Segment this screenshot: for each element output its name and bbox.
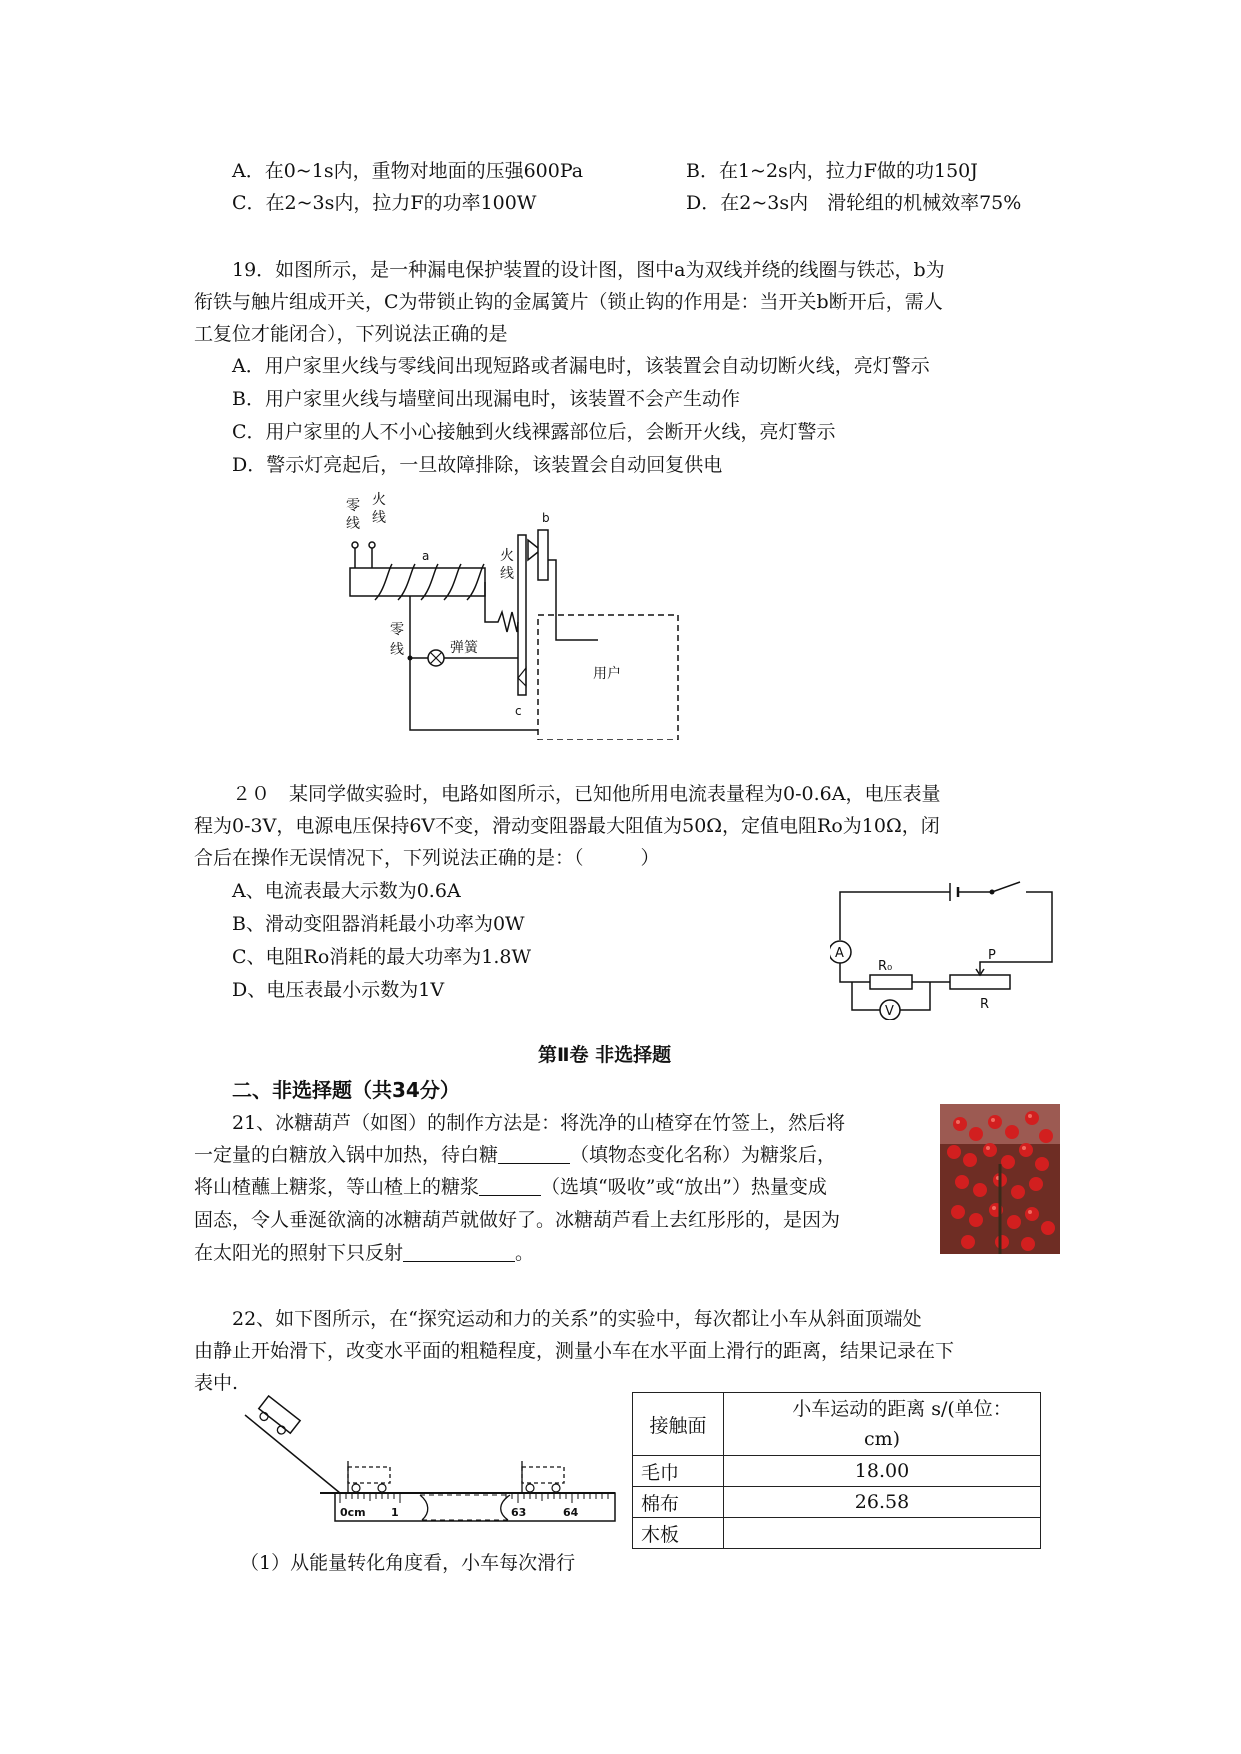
table-header-row: [633, 1393, 1041, 1456]
row-distance-towel: 18.00: [724, 1456, 1041, 1487]
spring-plate: [518, 535, 526, 695]
row-surface-wood: 木板: [633, 1518, 724, 1549]
fire-line-top-label-1: 火: [372, 492, 386, 508]
incline-slope: [245, 1415, 340, 1493]
cart-stop-outline: [522, 1467, 564, 1483]
spring-plate-label-c: c: [515, 704, 522, 718]
q18-option-a: A．在0~1s内，重物对地面的压强600Pa: [232, 160, 584, 182]
fire-line-top-label-2: 线: [372, 510, 386, 526]
leakage-protector-diagram: [330, 490, 730, 740]
q19-option-a: A．用户家里火线与零线间出现短路或者漏电时，该装置会自动切断火线，亮灯警示: [232, 355, 930, 377]
q18-option-d: D．在2~3s内 滑轮组的机械效率75%: [686, 192, 1022, 214]
fire-line-side-label-2: 线: [500, 566, 514, 582]
q21-blank-3: [403, 1243, 515, 1262]
ruler-label-64: 64: [563, 1506, 579, 1519]
volume2-title: 第Ⅱ卷 非选择题: [538, 1044, 672, 1066]
iron-core: [350, 568, 485, 596]
q19-stem-line3: 工复位才能闭合），下列说法正确的是: [194, 323, 508, 345]
row-distance-wood: [724, 1518, 1041, 1549]
spring-label: 弹簧: [450, 640, 478, 656]
q20-stem-line1: ２０ 某同学做实验时，电路如图所示，已知他所用电流表量程为0-0.6A，电压表量: [232, 783, 941, 805]
coil-winding: [375, 564, 484, 600]
q20-option-d: D、电压表最小示数为1V: [232, 979, 445, 1001]
zero-line-top-label-2: 线: [346, 516, 360, 532]
q19-option-c: C．用户家里的人不小心接触到火线裸露部位后，会断开火线，亮灯警示: [232, 421, 836, 443]
table-row: [633, 1487, 1041, 1518]
q18-option-c: C．在2~3s内，拉力F的功率100W: [232, 192, 537, 214]
row-distance-cotton: 26.58: [724, 1487, 1041, 1518]
section2-title: 二、非选择题（共34分）: [232, 1078, 460, 1102]
header-distance: 小车运动的距离 s/(单位： cm): [724, 1393, 1041, 1456]
q21-blank-1: [498, 1145, 570, 1164]
q21-line4: 固态，令人垂涎欲滴的冰糖葫芦就做好了。冰糖葫芦看上去红彤彤的，是因为: [194, 1209, 841, 1231]
q20-option-a: A、电流表最大示数为0.6A: [232, 880, 461, 902]
user-label: 用户: [593, 666, 621, 682]
q20-stem-line3: 合后在操作无误情况下，下列说法正确的是：（ ）: [194, 847, 660, 869]
q19-stem-line2: 衔铁与触片组成开关，C为带锁止钩的金属簧片（锁止钩的作用是：当开关b断开后，需人: [194, 291, 943, 313]
resistor-r0-label: R₀: [878, 959, 893, 974]
zero-line-side-label-2: 线: [390, 642, 404, 658]
coil-label-a: a: [422, 549, 430, 563]
zero-line-top-label-1: 零: [346, 498, 360, 514]
q21-blank-2: [479, 1177, 541, 1196]
cart-on-incline: [254, 1396, 300, 1439]
incline-ruler-diagram: [240, 1395, 620, 1535]
row-surface-cotton: 棉布: [633, 1487, 724, 1518]
cart-start-outline: [348, 1467, 390, 1483]
spring: [485, 582, 518, 632]
ruler-label-63: 63: [511, 1506, 527, 1519]
rheostat: [950, 975, 1010, 989]
ruler-label-0cm: 0cm: [340, 1506, 366, 1519]
q20-option-b: B、滑动变阻器消耗最小功率为0W: [232, 913, 525, 935]
q18-option-b: B．在1~2s内，拉力F做的功150J: [686, 160, 978, 182]
q21-line1: 21、冰糖葫芦（如图）的制作方法是：将洗净的山楂穿在竹签上，然后将: [232, 1112, 846, 1134]
q20-option-c: C、电阻Ro消耗的最大功率为1.8W: [232, 946, 532, 968]
switch-label-b: b: [542, 511, 550, 525]
q22-stem-line3: 表中.: [194, 1372, 239, 1394]
armature-b: [538, 530, 548, 580]
ammeter-label: A: [835, 946, 844, 961]
resistor-r0: [870, 975, 912, 989]
table-row: [633, 1518, 1041, 1549]
q21-line2: 一定量的白糖放入锅中加热，待白糖 （填物态变化名称）为糖浆后，: [194, 1144, 837, 1166]
q20-stem-line2: 程为0-3V，电源电压保持6V不变，滑动变阻器最大阻值为50Ω，定值电阻Ro为10Ω，闭: [194, 815, 940, 837]
circuit-diagram: [830, 880, 1060, 1020]
q19-stem-line1: 19．如图所示，是一种漏电保护装置的设计图，图中a为双线并绕的线圈与铁芯，b为: [232, 259, 945, 281]
q22-stem-line1: 22、如下图所示，在“探究运动和力的关系”的实验中，每次都让小车从斜面顶端处: [232, 1308, 922, 1330]
tanghulu-photo: [940, 1104, 1060, 1254]
switch: [992, 882, 1020, 892]
slider-label: P: [988, 948, 996, 963]
results-table: [632, 1392, 1041, 1549]
q22-sub1: （1）从能量转化角度看，小车每次滑行: [240, 1552, 576, 1574]
q22-stem-line2: 由静止开始滑下，改变水平面的粗糙程度，测量小车在水平面上滑行的距离，结果记录在下: [194, 1340, 955, 1362]
ruler-label-1: 1: [391, 1506, 399, 1519]
q19-option-d: D．警示灯亮起后，一旦故障排除，该装置会自动回复供电: [232, 454, 723, 476]
q21-line5: 在太阳光的照射下只反射 。: [194, 1242, 535, 1264]
fire-line-side-label-1: 火: [500, 548, 514, 564]
q19-option-b: B．用户家里火线与墙壁间出现漏电时，该装置不会产生动作: [232, 388, 740, 410]
header-surface: 接触面: [633, 1393, 724, 1456]
voltmeter-label: V: [885, 1004, 894, 1019]
row-surface-towel: 毛巾: [633, 1456, 724, 1487]
zero-line-side-label-1: 零: [390, 622, 404, 638]
q21-line3: 将山楂蘸上糖浆，等山楂上的糖浆 （选填“吸收”或“放出”）热量变成: [194, 1176, 827, 1198]
rheostat-label: R: [980, 997, 990, 1012]
table-row: [633, 1456, 1041, 1487]
